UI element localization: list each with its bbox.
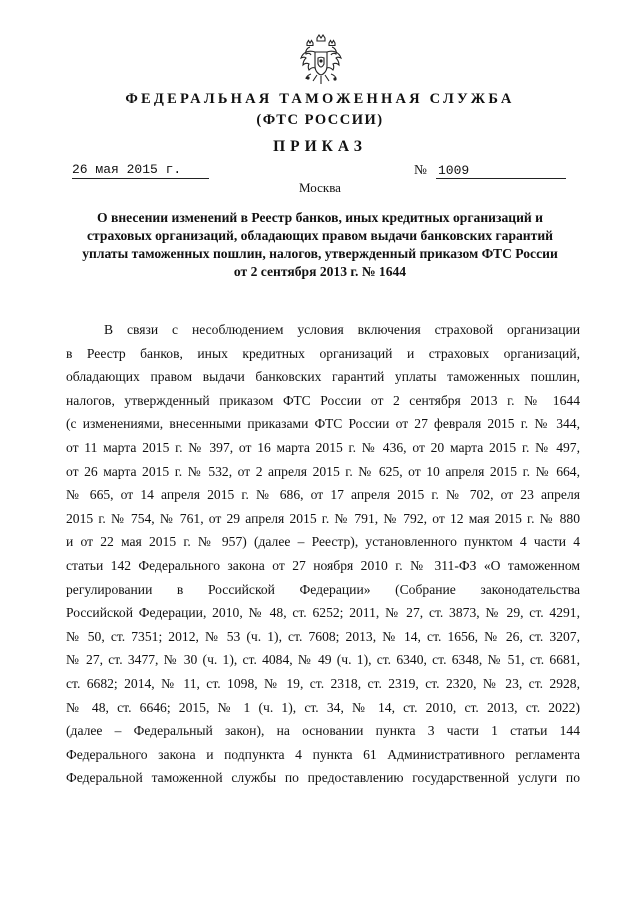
document-date: 26 мая 2015 г. (72, 162, 209, 179)
russian-coat-of-arms-icon (299, 34, 343, 86)
title-line: от 2 сентября 2013 г. № 1644 (233, 264, 407, 279)
body-line: Федеральной таможенной службы по предоставлению государственной услуги по (66, 770, 580, 786)
title-line: О внесении изменений в Реестр банков, иных кредитных организаций и (97, 210, 543, 225)
body-line: налогов, утвержденный приказом ФТС России от 2 сентября 2013 г. № 1644 (66, 392, 580, 408)
body-line: (с изменениями, внесенными приказами ФТС России от 27 февраля 2015 г. № 344, (66, 416, 580, 432)
document-type: ПРИКАЗ (273, 138, 367, 155)
title-line: страховых организаций, обладающих правом выдачи банковских гарантий (87, 228, 553, 243)
body-line: № 665, от 14 апреля 2015 г. № 686, от 17 апреля 2015 г. № 702, от 23 апреля (66, 487, 580, 503)
body-line: Российской Федерации, 2010, № 48, ст. 6252; 2011, № 27, ст. 3873, № 29, ст. 4291, (66, 605, 580, 621)
body-line: (далее – Федеральный закон), на основании пункта 3 части 1 статьи 144 (66, 723, 580, 739)
body-line: обладающих правом выдачи банковских гарантий уплаты таможенных пошлин, (66, 369, 580, 385)
body-line: от 26 марта 2015 г. № 532, от 2 апреля 2015 г. № 625, от 10 апреля 2015 г. № 664, (66, 463, 580, 479)
body-line: в Реестр банков, иных кредитных организаций и страховых организаций, (66, 345, 580, 361)
body-line: № 48, ст. 6646; 2015, № 1 (ч. 1), ст. 34, № 14, ст. 2010, ст. 2013, ст. 2022) (66, 699, 580, 715)
body-line: от 11 марта 2015 г. № 397, от 16 марта 2015 г. № 436, от 20 марта 2015 г. № 497, (66, 439, 580, 455)
body-line: статьи 142 Федерального закона от 27 ноября 2010 г. № 311-ФЗ «О таможенном (66, 557, 580, 573)
body-line: и от 22 мая 2015 г. № 957) (далее – Реестр), установленного пунктом 4 части 4 (66, 534, 580, 550)
organization-abbreviation: (ФТС РОССИИ) (256, 112, 384, 128)
document-number (414, 162, 567, 179)
body-line: регулировании в Российской Федерации» (Собрание законодательства (66, 581, 580, 597)
title-line: уплаты таможенных пошлин, налогов, утвержденный приказом ФТС России (82, 246, 558, 261)
number-sign: № (414, 162, 427, 177)
document-city: Москва (299, 180, 341, 195)
document-body (66, 318, 580, 790)
body-line: № 50, ст. 7351; 2012, № 53 (ч. 1), ст. 7608; 2013, № 14, ст. 1656, № 26, ст. 3207, (66, 628, 580, 644)
document-title (40, 209, 600, 281)
body-line: Федерального закона и подпункта 4 пункта 61 Административного регламента (66, 746, 580, 762)
body-line: 2015 г. № 754, № 761, от 29 апреля 2015 г. № 791, № 792, от 12 мая 2015 г. № 880 (66, 510, 580, 526)
body-line: ст. 6682; 2014, № 11, ст. 1098, № 19, ст. 2318, ст. 2319, ст. 2320, № 23, ст. 2928, (66, 675, 580, 691)
body-line: В связи с несоблюдением условия включения страховой организации (104, 322, 580, 337)
organization-name: ФЕДЕРАЛЬНАЯ ТАМОЖЕННАЯ СЛУЖБА (125, 91, 515, 107)
body-line: № 27, ст. 3477, № 30 (ч. 1), ст. 4084, № 49 (ч. 1), ст. 6340, ст. 6348, № 51, ст. 6681, (66, 652, 580, 668)
document-number-value: 1009 (436, 163, 566, 179)
